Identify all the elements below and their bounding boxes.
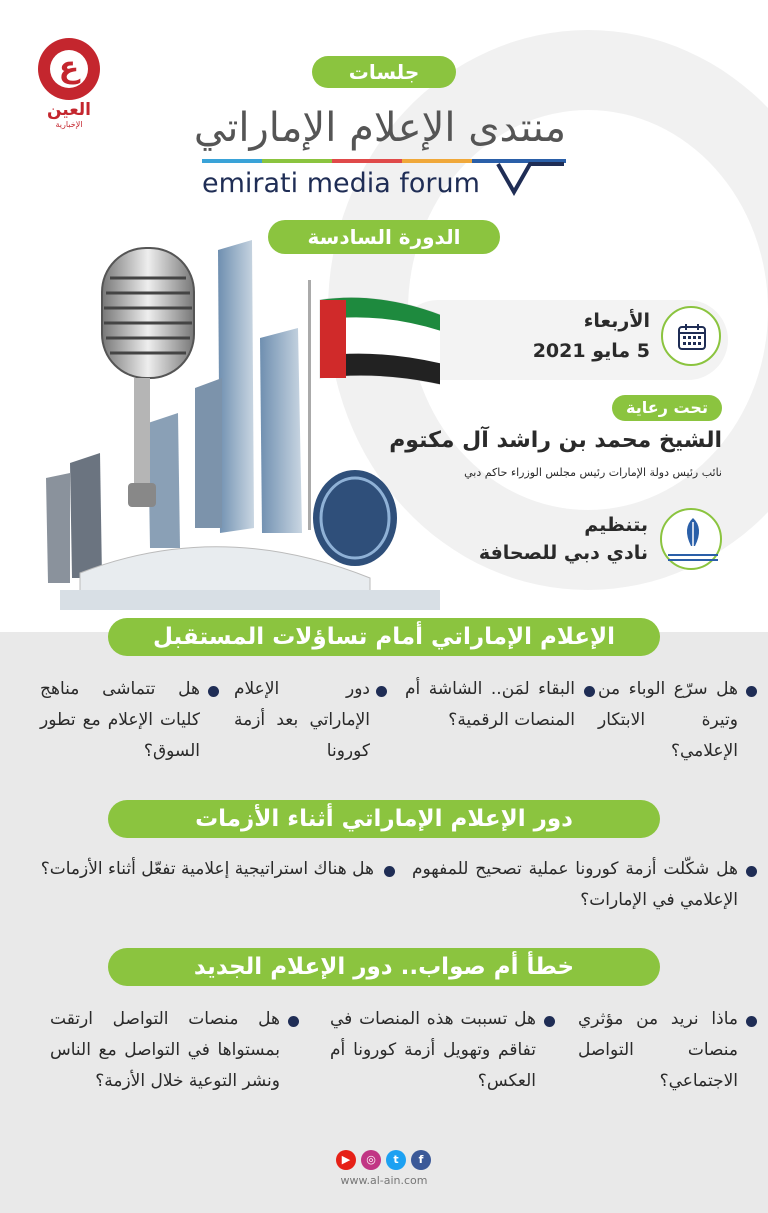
sessions-pill: جلسات (312, 56, 456, 88)
edition-pill: الدورة السادسة (268, 220, 500, 254)
forum-chevron-icon (496, 160, 566, 196)
bullet-icon (746, 686, 757, 697)
question-text: البقاء لمَن.. الشاشة أم المنصات الرقمية؟ (405, 679, 575, 730)
patron-title: نائب رئيس دولة الإمارات رئيس مجلس الوزراء حاكم دبي (464, 466, 722, 479)
bullet-icon (746, 866, 757, 877)
question-text: هل تتماشى مناهج كليات الإعلام مع تطور السوق؟ (40, 679, 200, 761)
event-day: الأربعاء (583, 310, 650, 332)
question-text: هل سرّع الوباء من وتيرة الابتكار الإعلامي؟ (598, 679, 738, 761)
al-ain-logo[interactable] (36, 38, 102, 128)
bullet-icon (584, 686, 595, 697)
bullet-icon (376, 686, 387, 697)
facebook-icon[interactable]: f (411, 1150, 431, 1170)
logo-circle-icon (38, 38, 100, 100)
logo-subtext: الإخبارية (55, 120, 83, 129)
forum-title-english: emirati media forum (202, 168, 480, 199)
bullet-icon (746, 1016, 757, 1027)
patron-pill: تحت رعاية (612, 395, 722, 421)
event-date: 5 مايو 2021 (532, 340, 650, 362)
section-1-title: الإعلام الإماراتي أمام تساؤلات المستقبل (108, 618, 660, 656)
youtube-icon[interactable]: ▶ (336, 1150, 356, 1170)
patron-name: الشيخ محمد بن راشد آل مكتوم (389, 428, 722, 453)
instagram-icon[interactable]: ◎ (361, 1150, 381, 1170)
question-text: هل هناك استراتيجية إعلامية تفعّل أثناء الأزمات؟ (40, 859, 374, 879)
forum-title-arabic: منتدى الإعلام الإماراتي (193, 105, 567, 151)
bullet-icon (544, 1016, 555, 1027)
bullet-icon (208, 686, 219, 697)
calendar-icon (661, 306, 721, 366)
logo-text: العين (46, 100, 92, 120)
question-text: هل تسببت هذه المنصات في تفاقم وتهويل أزمة كورونا أم العكس؟ (330, 1009, 536, 1091)
bullet-icon (288, 1016, 299, 1027)
organizer-name: نادي دبي للصحافة (478, 542, 648, 564)
question-text: هل شكّلت أزمة كورونا عملية تصحيح للمفهوم الإعلامي في الإمارات؟ (412, 859, 738, 910)
website-link[interactable]: www.al-ain.com (340, 1174, 428, 1187)
question-text: دور الإعلام الإماراتي بعد أزمة كورونا (234, 679, 370, 761)
twitter-icon[interactable]: t (386, 1150, 406, 1170)
quill-icon (680, 516, 706, 550)
dubai-press-club-logo (660, 508, 722, 570)
section-3-title: خطأ أم صواب.. دور الإعلام الجديد (108, 948, 660, 986)
organizer-label: بتنظيم (584, 514, 648, 536)
bullet-icon (384, 866, 395, 877)
section-2-title: دور الإعلام الإماراتي أثناء الأزمات (108, 800, 660, 838)
question-text: هل منصات التواصل ارتقت بمستواها في التواصل مع الناس ونشر التوعية خلال الأزمة؟ (50, 1009, 280, 1091)
question-text: ماذا نريد من مؤثري منصات التواصل الاجتماعي؟ (578, 1009, 738, 1091)
logo-letter: ع (58, 50, 80, 85)
